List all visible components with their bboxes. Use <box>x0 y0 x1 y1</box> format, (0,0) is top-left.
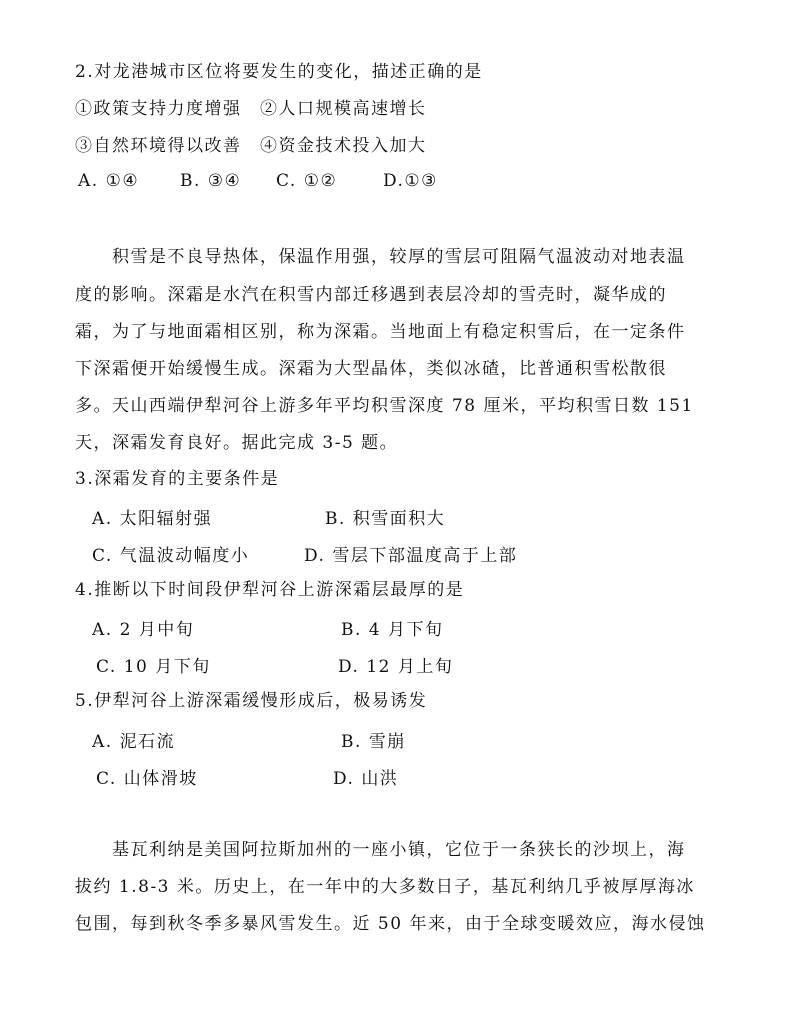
q4-option-a: A. 2 月中旬 <box>92 620 195 640</box>
passage1-line-6: 天，深霜发育良好。据此完成 3-5 题。 <box>75 433 399 453</box>
q3-option-b: B. 积雪面积大 <box>325 509 446 529</box>
q2-option-d: D.①③ <box>383 171 438 191</box>
q2-choice-row-2: ③自然环境得以改善 ④资金技术投入加大 <box>75 136 427 156</box>
q5-option-b: B. 雪崩 <box>341 732 406 752</box>
passage1-line-4: 下深霜便开始缓慢生成。深霜为大型晶体，类似冰碴，比普通积雪松散很 <box>75 359 667 379</box>
q4-option-c: C. 10 月下旬 <box>96 657 211 677</box>
passage2-line-1: 基瓦利纳是美国阿拉斯加州的一座小镇，它位于一条狭长的沙坝上，海 <box>112 840 686 860</box>
q4-option-d: D. 12 月上旬 <box>338 657 454 677</box>
passage2-line-3: 包围，每到秋冬季多暴风雪发生。近 50 年来，由于全球变暖效应，海水侵蚀 <box>75 914 706 934</box>
passage1-line-5: 多。天山西端伊犁河谷上游多年平均积雪深度 78 厘米，平均积雪日数 151 <box>75 396 694 416</box>
q2-stem: 2.对龙港城市区位将要发生的变化，描述正确的是 <box>75 62 483 82</box>
q3-option-d: D. 雪层下部温度高于上部 <box>304 546 518 566</box>
passage1-line-3: 霜，为了与地面霜相区别，称为深霜。当地面上有稳定积雪后，在一定条件 <box>75 322 686 342</box>
passage1-line-2: 度的影响。深霜是水汽在积雪内部迁移遇到表层冷却的雪壳时，凝华成的 <box>75 285 667 305</box>
q4-option-b: B. 4 月下旬 <box>341 620 444 640</box>
q5-stem: 5.伊犁河谷上游深霜缓慢形成后，极易诱发 <box>75 691 428 711</box>
q3-stem: 3.深霜发育的主要条件是 <box>75 469 280 489</box>
q5-option-a: A. 泥石流 <box>92 732 176 752</box>
q2-option-c: C. ①② <box>276 171 338 191</box>
q2-choice-row-1: ①政策支持力度增强 ②人口规模高速增长 <box>75 99 427 119</box>
q2-option-a: A. ①④ <box>78 171 140 191</box>
q5-option-d: D. 山洪 <box>333 769 399 789</box>
passage2-line-2: 拔约 1.8-3 米。历史上，在一年中的大多数日子，基瓦利纳几乎被厚厚海冰 <box>75 877 695 897</box>
q2-option-b: B. ③④ <box>180 171 242 191</box>
q3-option-c: C. 气温波动幅度小 <box>92 546 250 566</box>
passage1-line-1: 积雪是不良导热体，保温作用强，较厚的雪层可阻隔气温波动对地表温 <box>112 247 686 267</box>
q5-option-c: C. 山体滑坡 <box>96 769 198 789</box>
q4-stem: 4.推断以下时间段伊犁河谷上游深霜层最厚的是 <box>75 580 465 600</box>
q3-option-a: A. 太阳辐射强 <box>92 509 213 529</box>
